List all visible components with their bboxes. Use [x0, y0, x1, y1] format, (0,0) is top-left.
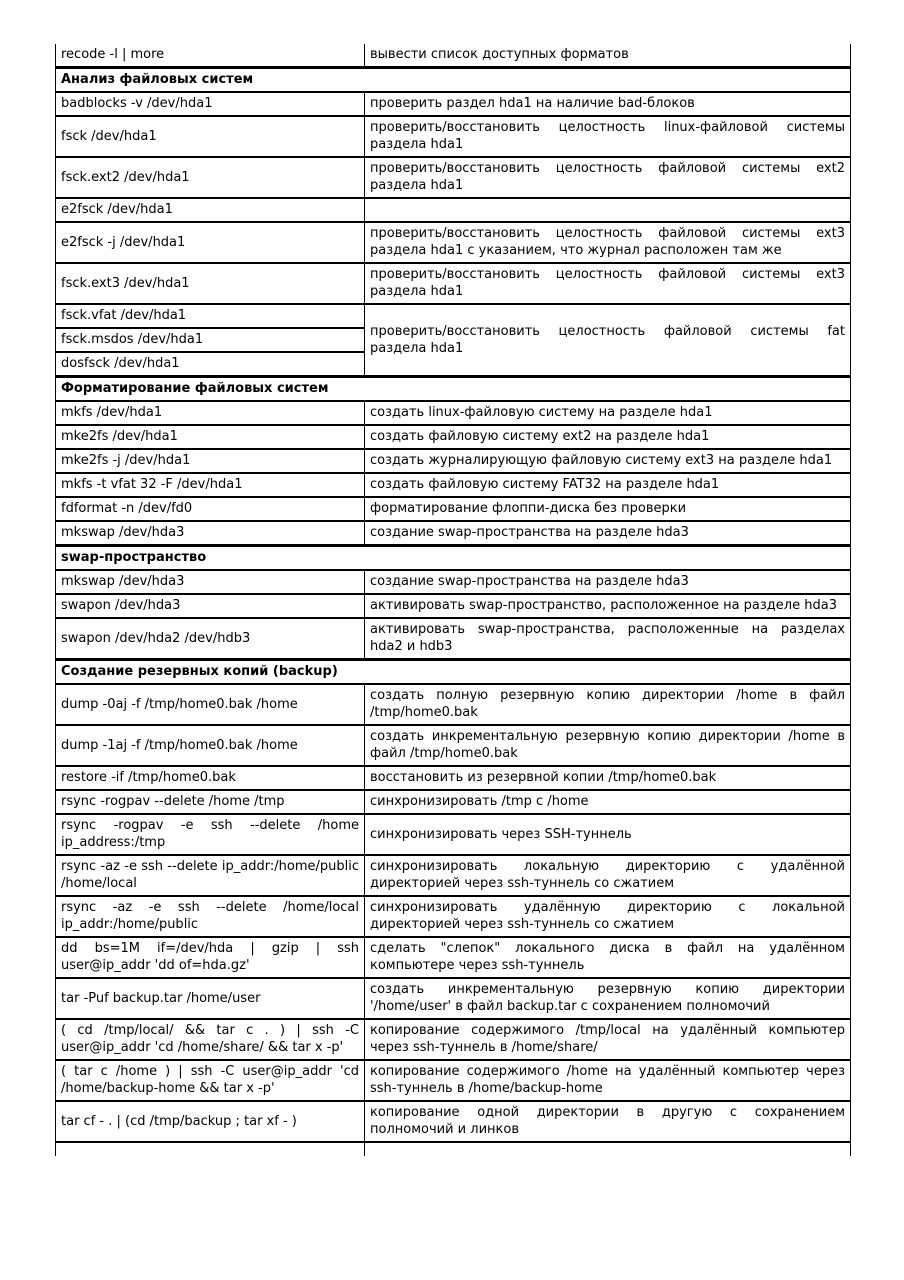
description-cell: копирование содержимого /tmp/local на удалённый компьютер через ssh-туннель в /home/share/ — [365, 1019, 851, 1060]
command-cell: rsync -rogpav -e ssh --delete /home ip_address:/tmp — [56, 814, 365, 855]
command-cell: dosfsck /dev/hda1 — [56, 352, 365, 377]
command-cell: dd bs=1M if=/dev/hda | gzip | ssh user@ip_addr 'dd of=hda.gz' — [56, 937, 365, 978]
table-row — [56, 570, 851, 594]
description-cell — [365, 1142, 851, 1156]
description-cell: проверить/восстановить целостность файловой системы ext3 раздела hda1 — [365, 263, 851, 304]
description-cell: создать файловую систему FAT32 на разделе hda1 — [365, 473, 851, 497]
description-cell — [365, 198, 851, 222]
table-row — [56, 473, 851, 497]
table-row — [56, 263, 851, 304]
table-row — [56, 896, 851, 937]
command-cell: mkswap /dev/hda3 — [56, 521, 365, 546]
table-row — [56, 521, 851, 546]
section-row — [56, 660, 851, 685]
table-row — [56, 92, 851, 116]
table-row — [56, 157, 851, 198]
section-title: Создание резервных копий (backup) — [56, 660, 851, 685]
description-cell: создание swap-пространства на разделе hda3 — [365, 570, 851, 594]
table-row — [56, 449, 851, 473]
table-row — [56, 790, 851, 814]
section-row — [56, 68, 851, 93]
section-row — [56, 377, 851, 402]
description-cell: создать журналирующую файловую систему ext3 на разделе hda1 — [365, 449, 851, 473]
command-cell: restore -if /tmp/home0.bak — [56, 766, 365, 790]
command-cell: fsck /dev/hda1 — [56, 116, 365, 157]
description-cell: создать инкрементальную резервную копию директории '/home/user' в файл backup.tar с сохранением полномочий — [365, 978, 851, 1019]
description-cell: создать linux-файловую систему на разделе hda1 — [365, 401, 851, 425]
description-cell: создать инкрементальную резервную копию директории /home в файл /tmp/home0.bak — [365, 725, 851, 766]
command-table-body — [56, 44, 851, 1156]
table-row — [56, 1142, 851, 1156]
command-cell: dump -0aj -f /tmp/home0.bak /home — [56, 684, 365, 725]
table-row — [56, 766, 851, 790]
description-cell: синхронизировать /tmp с /home — [365, 790, 851, 814]
description-cell: копирование содержимого /home на удалённый компьютер через ssh-туннель в /home/backup-home — [365, 1060, 851, 1101]
command-cell: fsck.vfat /dev/hda1 — [56, 304, 365, 328]
table-row — [56, 116, 851, 157]
table-row — [56, 497, 851, 521]
commands-table — [55, 44, 851, 1156]
command-cell: ( cd /tmp/local/ && tar c . ) | ssh -C user@ip_addr 'cd /home/share/ && tar x -p' — [56, 1019, 365, 1060]
command-cell: fsck.ext2 /dev/hda1 — [56, 157, 365, 198]
table-row — [56, 304, 851, 328]
table-row — [56, 684, 851, 725]
command-cell: mkfs -t vfat 32 -F /dev/hda1 — [56, 473, 365, 497]
table-row — [56, 401, 851, 425]
table-row — [56, 725, 851, 766]
table-row — [56, 855, 851, 896]
command-cell: tar -Puf backup.tar /home/user — [56, 978, 365, 1019]
command-cell: dump -1aj -f /tmp/home0.bak /home — [56, 725, 365, 766]
description-cell: вывести список доступных форматов — [365, 44, 851, 68]
description-cell: восстановить из резервной копии /tmp/home0.bak — [365, 766, 851, 790]
command-cell: recode -l | more — [56, 44, 365, 68]
description-cell: проверить раздел hda1 на наличие bad-блоков — [365, 92, 851, 116]
command-cell: ( tar c /home ) | ssh -C user@ip_addr 'cd /home/backup-home && tar x -p' — [56, 1060, 365, 1101]
command-cell: mke2fs -j /dev/hda1 — [56, 449, 365, 473]
command-cell: mkswap /dev/hda3 — [56, 570, 365, 594]
description-cell: проверить/восстановить целостность файловой системы ext3 раздела hda1 с указанием, что журнал расположен там же — [365, 222, 851, 263]
section-title: Анализ файловых систем — [56, 68, 851, 93]
table-row — [56, 978, 851, 1019]
command-cell: fsck.ext3 /dev/hda1 — [56, 263, 365, 304]
description-cell: создать полную резервную копию директории /home в файл /tmp/home0.bak — [365, 684, 851, 725]
description-cell: проверить/восстановить целостность файловой системы ext2 раздела hda1 — [365, 157, 851, 198]
description-cell: создать файловую систему ext2 на разделе hda1 — [365, 425, 851, 449]
command-cell: rsync -rogpav --delete /home /tmp — [56, 790, 365, 814]
table-row — [56, 618, 851, 660]
command-cell: mkfs /dev/hda1 — [56, 401, 365, 425]
command-cell: badblocks -v /dev/hda1 — [56, 92, 365, 116]
section-row — [56, 546, 851, 571]
table-row — [56, 1060, 851, 1101]
command-cell: mke2fs /dev/hda1 — [56, 425, 365, 449]
command-cell — [56, 1142, 365, 1156]
description-cell: активировать swap-пространства, расположенные на разделах hda2 и hdb3 — [365, 618, 851, 660]
section-title: Форматирование файловых систем — [56, 377, 851, 402]
table-row — [56, 937, 851, 978]
table-row — [56, 44, 851, 68]
table-row — [56, 594, 851, 618]
command-cell: e2fsck -j /dev/hda1 — [56, 222, 365, 263]
description-cell: проверить/восстановить целостность файловой системы fat раздела hda1 — [365, 304, 851, 377]
description-cell: синхронизировать удалённую директорию с локальной директорией через ssh-туннель со сжатием — [365, 896, 851, 937]
command-cell: swapon /dev/hda2 /dev/hdb3 — [56, 618, 365, 660]
description-cell: проверить/восстановить целостность linux-файловой системы раздела hda1 — [365, 116, 851, 157]
description-cell: синхронизировать через SSH-туннель — [365, 814, 851, 855]
table-row — [56, 1019, 851, 1060]
command-cell: e2fsck /dev/hda1 — [56, 198, 365, 222]
description-cell: синхронизировать локальную директорию с удалённой директорией через ssh-туннель со сжатием — [365, 855, 851, 896]
description-cell: форматирование флоппи-диска без проверки — [365, 497, 851, 521]
description-cell: сделать "слепок" локального диска в файл на удалённом компьютере через ssh-туннель — [365, 937, 851, 978]
table-row — [56, 1101, 851, 1142]
table-row — [56, 814, 851, 855]
table-row — [56, 425, 851, 449]
table-row — [56, 198, 851, 222]
command-cell: swapon /dev/hda3 — [56, 594, 365, 618]
command-cell: rsync -az -e ssh --delete /home/local ip_addr:/home/public — [56, 896, 365, 937]
command-cell: fdformat -n /dev/fd0 — [56, 497, 365, 521]
section-title: swap-пространство — [56, 546, 851, 571]
table-row — [56, 222, 851, 263]
description-cell: копирование одной директории в другую с сохранением полномочий и линков — [365, 1101, 851, 1142]
command-cell: fsck.msdos /dev/hda1 — [56, 328, 365, 352]
command-cell: tar cf - . | (cd /tmp/backup ; tar xf - ) — [56, 1101, 365, 1142]
description-cell: активировать swap-пространство, расположенное на разделе hda3 — [365, 594, 851, 618]
command-cell: rsync -az -e ssh --delete ip_addr:/home/public /home/local — [56, 855, 365, 896]
description-cell: создание swap-пространства на разделе hda3 — [365, 521, 851, 546]
